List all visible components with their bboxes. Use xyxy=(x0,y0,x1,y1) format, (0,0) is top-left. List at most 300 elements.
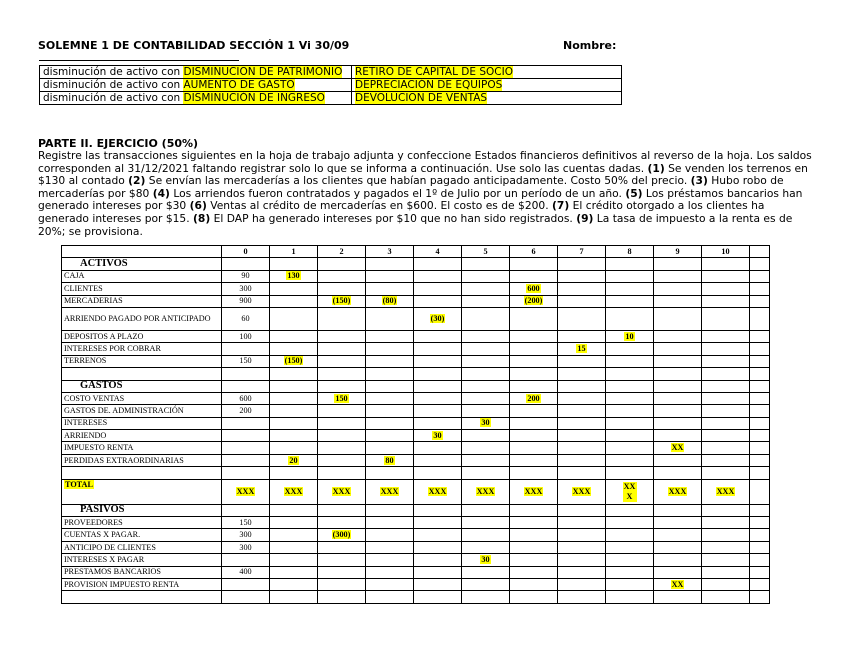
cell-col-9 xyxy=(654,380,702,392)
cell-col-5 xyxy=(462,392,510,404)
cell-col-0: 200 xyxy=(222,405,270,417)
cell-col-7 xyxy=(558,417,606,429)
cell-col-3 xyxy=(366,270,414,282)
cell-col-9 xyxy=(654,307,702,330)
definition-right xyxy=(352,79,622,92)
cell-col-6 xyxy=(510,355,558,367)
account-row xyxy=(62,392,770,404)
account-row xyxy=(62,454,770,466)
cell-col-10 xyxy=(702,368,750,380)
cell-col-5 xyxy=(462,307,510,330)
cell-col-7 xyxy=(558,258,606,270)
cell-col-8 xyxy=(606,368,654,380)
cell-col-3 xyxy=(366,442,414,454)
cell-extra xyxy=(750,479,770,504)
cell-col-10 xyxy=(702,566,750,578)
cell-col-3 xyxy=(366,330,414,342)
cell-col-3 xyxy=(366,417,414,429)
entry-mark: (300) xyxy=(332,530,351,540)
cell-col-5 xyxy=(462,504,510,516)
cell-col-7 xyxy=(558,343,606,355)
cell-extra xyxy=(750,392,770,404)
column-header-7: 7 xyxy=(558,246,606,258)
entry-mark: 30 xyxy=(481,418,490,428)
cell-col-5 xyxy=(462,578,510,590)
cell-col-2 xyxy=(318,258,366,270)
account-name: MERCADERIAS xyxy=(62,295,222,307)
account-row xyxy=(62,566,770,578)
account-row xyxy=(62,417,770,429)
definition-prefix: disminución de activo con xyxy=(43,79,184,91)
cell-col-1 xyxy=(270,368,318,380)
definition-answer: DEPRECIACIÓN DE EQUIPOS xyxy=(355,79,503,91)
account-row xyxy=(62,330,770,342)
cell-col-10 xyxy=(702,454,750,466)
account-name: ANTICIPO DE CLIENTES xyxy=(62,541,222,553)
cell-extra xyxy=(750,467,770,479)
cell-col-8 xyxy=(606,430,654,442)
cell-col-8 xyxy=(606,417,654,429)
cell-col-1 xyxy=(270,554,318,566)
section-title: PASIVOS xyxy=(62,504,222,516)
account-row xyxy=(62,355,770,367)
entry-mark: XXX xyxy=(668,486,687,496)
cell-extra xyxy=(750,454,770,466)
cell-col-3 xyxy=(366,517,414,529)
entry-mark: 30 xyxy=(481,554,490,564)
cell-col-1 xyxy=(270,430,318,442)
cell-col-10 xyxy=(702,430,750,442)
cell-col-6 xyxy=(510,467,558,479)
definition-row xyxy=(40,92,622,105)
instruction-text: Registre las transacciones siguientes en la hoja de trabajo adjunta y confeccione Estados financieros definitivos al reverso de la hoja. Los saldos corresponden al 31/12/2021 faltando registrar solo lo que se informa a continuación. Use solo las cuentas dadas. xyxy=(38,149,812,175)
account-name: COSTO VENTAS xyxy=(62,392,222,404)
cell-extra xyxy=(750,405,770,417)
cell-col-8 xyxy=(606,566,654,578)
cell-col-2 xyxy=(318,283,366,295)
cell-col-5 xyxy=(462,380,510,392)
cell-col-6 xyxy=(510,454,558,466)
entry-mark: (200) xyxy=(524,296,543,306)
cell-col-2 xyxy=(318,330,366,342)
cell-col-10 xyxy=(702,283,750,295)
cell-col-9 xyxy=(654,417,702,429)
cell-col-5 xyxy=(462,591,510,603)
cell-col-8 xyxy=(606,307,654,330)
transaction-number: (5) xyxy=(625,186,643,200)
cell-col-10 xyxy=(702,467,750,479)
cell-col-7 xyxy=(558,270,606,282)
cell-col-4 xyxy=(414,454,462,466)
cell-col-2 xyxy=(318,554,366,566)
column-header-6: 6 xyxy=(510,246,558,258)
cell-col-9 xyxy=(654,355,702,367)
column-header-10: 10 xyxy=(702,246,750,258)
cell-col-2 xyxy=(318,430,366,442)
cell-col-1 xyxy=(270,454,318,466)
cell-col-10 xyxy=(702,392,750,404)
cell-col-0: 900 xyxy=(222,295,270,307)
cell-col-1 xyxy=(270,591,318,603)
cell-col-8 xyxy=(606,442,654,454)
cell-col-1 xyxy=(270,479,318,504)
cell-col-9 xyxy=(654,578,702,590)
definition-prefix: disminución de activo con xyxy=(43,66,184,78)
cell-col-8 xyxy=(606,517,654,529)
cell-col-5 xyxy=(462,442,510,454)
cell-col-3 xyxy=(366,392,414,404)
cell-col-3 xyxy=(366,430,414,442)
cell-col-4 xyxy=(414,467,462,479)
instruction-text: Se venden los terrenos en $130 al contado xyxy=(38,161,808,188)
cell-col-8 xyxy=(606,541,654,553)
cell-col-2 xyxy=(318,454,366,466)
cell-col-8 xyxy=(606,467,654,479)
cell-col-6 xyxy=(510,479,558,504)
cell-col-3 xyxy=(366,295,414,307)
account-row xyxy=(62,430,770,442)
cell-col-5 xyxy=(462,330,510,342)
cell-extra xyxy=(750,368,770,380)
cell-extra xyxy=(750,504,770,516)
cell-col-2 xyxy=(318,566,366,578)
account-name: INTERESES POR COBRAR xyxy=(62,343,222,355)
entry-mark: 200 xyxy=(527,393,540,403)
account-row xyxy=(62,283,770,295)
cell-col-7 xyxy=(558,368,606,380)
definition-row xyxy=(40,66,622,79)
account-row xyxy=(62,295,770,307)
cell-col-2 xyxy=(318,405,366,417)
total-label: TOTAL xyxy=(65,479,93,489)
blank-row xyxy=(62,591,770,603)
transaction-number: (4) xyxy=(152,186,170,200)
cell-col-1 xyxy=(270,504,318,516)
section-row xyxy=(62,258,770,270)
entry-mark: 600 xyxy=(527,283,540,293)
account-row xyxy=(62,442,770,454)
cell-col-5 xyxy=(462,258,510,270)
cell-extra xyxy=(750,343,770,355)
entry-mark: XX xyxy=(671,579,684,589)
cell-col-6 xyxy=(510,392,558,404)
cell-col-8 xyxy=(606,529,654,541)
account-name: ARRIENDO xyxy=(62,430,222,442)
instruction-text: Ventas al crédito de mercaderías en $600. El costo es de $200. xyxy=(206,199,553,213)
cell-col-3 xyxy=(366,343,414,355)
cell-col-9 xyxy=(654,467,702,479)
cell-col-9 xyxy=(654,430,702,442)
cell-col-2 xyxy=(318,442,366,454)
cell-col-0 xyxy=(222,343,270,355)
cell-col-1 xyxy=(270,330,318,342)
cell-extra xyxy=(750,541,770,553)
cell-col-7 xyxy=(558,591,606,603)
cell-col-6 xyxy=(510,307,558,330)
cell-col-4 xyxy=(414,343,462,355)
cell-col-9 xyxy=(654,504,702,516)
cell-col-10 xyxy=(702,307,750,330)
name-label: Nombre: xyxy=(563,39,617,52)
cell-col-5 xyxy=(462,566,510,578)
account-name xyxy=(62,591,222,603)
cell-col-9 xyxy=(654,405,702,417)
cell-col-2 xyxy=(318,307,366,330)
account-name: CUENTAS X PAGAR. xyxy=(62,529,222,541)
cell-col-2 xyxy=(318,295,366,307)
cell-col-0: 600 xyxy=(222,392,270,404)
instruction-text: El DAP ha generado intereses por $10 que no han sido registrados. xyxy=(210,211,577,225)
cell-col-4 xyxy=(414,392,462,404)
worksheet-table xyxy=(61,245,770,604)
cell-extra xyxy=(750,430,770,442)
title-underline xyxy=(39,60,239,61)
cell-col-1 xyxy=(270,258,318,270)
entry-mark: 20 xyxy=(289,455,298,465)
cell-col-6 xyxy=(510,405,558,417)
cell-col-9 xyxy=(654,392,702,404)
cell-col-4 xyxy=(414,405,462,417)
cell-col-3 xyxy=(366,554,414,566)
entry-mark: 80 xyxy=(385,455,394,465)
cell-col-8 xyxy=(606,591,654,603)
cell-col-10 xyxy=(702,405,750,417)
cell-col-4 xyxy=(414,442,462,454)
entry-mark: XXX xyxy=(623,481,636,501)
column-header-2: 2 xyxy=(318,246,366,258)
exercise-instructions xyxy=(38,150,813,238)
cell-col-1 xyxy=(270,343,318,355)
cell-col-8 xyxy=(606,270,654,282)
cell-col-7 xyxy=(558,307,606,330)
account-name: CLIENTES xyxy=(62,283,222,295)
cell-extra xyxy=(750,283,770,295)
cell-col-4 xyxy=(414,566,462,578)
cell-col-3 xyxy=(366,380,414,392)
cell-col-7 xyxy=(558,529,606,541)
cell-col-4 xyxy=(414,368,462,380)
cell-col-4 xyxy=(414,380,462,392)
cell-col-8 xyxy=(606,355,654,367)
cell-col-10 xyxy=(702,479,750,504)
column-header-0: 0 xyxy=(222,246,270,258)
cell-col-5 xyxy=(462,529,510,541)
cell-col-1 xyxy=(270,541,318,553)
cell-col-6 xyxy=(510,578,558,590)
cell-col-7 xyxy=(558,295,606,307)
definition-right xyxy=(352,92,622,105)
cell-col-2 xyxy=(318,591,366,603)
cell-col-8 xyxy=(606,330,654,342)
worksheet-header-extra xyxy=(750,246,770,258)
instruction-text: Hubo robo de mercaderías por $80 xyxy=(38,174,784,200)
account-name xyxy=(62,368,222,380)
cell-col-2 xyxy=(318,343,366,355)
cell-col-1 xyxy=(270,307,318,330)
cell-col-1 xyxy=(270,405,318,417)
entry-mark: (150) xyxy=(284,356,303,366)
cell-col-6 xyxy=(510,258,558,270)
account-row xyxy=(62,405,770,417)
cell-col-6 xyxy=(510,283,558,295)
cell-col-7 xyxy=(558,517,606,529)
account-name: CAJA xyxy=(62,270,222,282)
cell-col-10 xyxy=(702,541,750,553)
cell-extra xyxy=(750,330,770,342)
cell-col-3 xyxy=(366,283,414,295)
cell-col-5 xyxy=(462,517,510,529)
account-name xyxy=(62,479,222,504)
cell-col-10 xyxy=(702,529,750,541)
cell-col-7 xyxy=(558,405,606,417)
cell-col-2 xyxy=(318,517,366,529)
cell-col-7 xyxy=(558,467,606,479)
cell-col-6 xyxy=(510,295,558,307)
cell-col-0: 300 xyxy=(222,541,270,553)
cell-col-5 xyxy=(462,270,510,282)
cell-col-4 xyxy=(414,295,462,307)
entry-mark: XXX xyxy=(716,486,735,496)
definition-prefix: disminución de activo con xyxy=(43,92,184,104)
cell-extra xyxy=(750,578,770,590)
exam-title: SOLEMNE 1 DE CONTABILIDAD SECCIÓN 1 Vi 30/09 xyxy=(38,39,350,52)
cell-col-0: 60 xyxy=(222,307,270,330)
cell-col-2 xyxy=(318,355,366,367)
cell-col-10 xyxy=(702,258,750,270)
account-name: PROVISION IMPUESTO RENTA xyxy=(62,578,222,590)
cell-col-7 xyxy=(558,442,606,454)
part-title: PARTE II. EJERCICIO (50%) xyxy=(38,137,199,150)
cell-col-9 xyxy=(654,270,702,282)
cell-col-5 xyxy=(462,541,510,553)
transaction-number: (8) xyxy=(193,211,211,225)
cell-col-9 xyxy=(654,529,702,541)
entry-mark: (30) xyxy=(430,313,445,323)
cell-col-5 xyxy=(462,355,510,367)
cell-col-5 xyxy=(462,405,510,417)
entry-mark: XXX xyxy=(572,486,591,496)
account-name: ARRIENDO PAGADO POR ANTICIPADO xyxy=(62,307,222,330)
cell-col-9 xyxy=(654,566,702,578)
cell-col-9 xyxy=(654,554,702,566)
entry-mark: XXX xyxy=(524,486,543,496)
cell-col-3 xyxy=(366,467,414,479)
cell-col-0: 400 xyxy=(222,566,270,578)
cell-col-10 xyxy=(702,578,750,590)
cell-col-3 xyxy=(366,591,414,603)
entry-mark: 15 xyxy=(577,344,586,354)
cell-col-0: 300 xyxy=(222,283,270,295)
cell-col-8 xyxy=(606,554,654,566)
column-header-5: 5 xyxy=(462,246,510,258)
cell-col-4 xyxy=(414,417,462,429)
cell-col-7 xyxy=(558,554,606,566)
cell-col-2 xyxy=(318,417,366,429)
cell-col-4 xyxy=(414,591,462,603)
cell-col-4 xyxy=(414,504,462,516)
cell-extra xyxy=(750,417,770,429)
definitions-table xyxy=(39,65,622,105)
cell-col-8 xyxy=(606,405,654,417)
cell-col-4 xyxy=(414,541,462,553)
cell-col-4 xyxy=(414,430,462,442)
account-name: IMPUESTO RENTA xyxy=(62,442,222,454)
blank-row xyxy=(62,467,770,479)
blank-row xyxy=(62,368,770,380)
worksheet-header-row xyxy=(62,246,770,258)
cell-col-9 xyxy=(654,541,702,553)
cell-col-0 xyxy=(222,380,270,392)
cell-col-0: 90 xyxy=(222,270,270,282)
cell-col-0 xyxy=(222,417,270,429)
entry-mark: XXX xyxy=(428,486,447,496)
cell-col-10 xyxy=(702,355,750,367)
column-header-8: 8 xyxy=(606,246,654,258)
cell-col-1 xyxy=(270,295,318,307)
cell-col-8 xyxy=(606,454,654,466)
cell-col-6 xyxy=(510,541,558,553)
cell-col-4 xyxy=(414,517,462,529)
cell-col-3 xyxy=(366,578,414,590)
cell-col-9 xyxy=(654,283,702,295)
cell-col-3 xyxy=(366,405,414,417)
cell-col-6 xyxy=(510,504,558,516)
cell-col-3 xyxy=(366,504,414,516)
transaction-number: (3) xyxy=(690,174,708,188)
cell-col-7 xyxy=(558,566,606,578)
total-row xyxy=(62,479,770,504)
cell-col-5 xyxy=(462,430,510,442)
cell-col-4 xyxy=(414,529,462,541)
account-name: PROVEEDORES xyxy=(62,517,222,529)
account-row xyxy=(62,517,770,529)
cell-col-4 xyxy=(414,355,462,367)
cell-extra xyxy=(750,380,770,392)
cell-col-10 xyxy=(702,442,750,454)
cell-extra xyxy=(750,442,770,454)
cell-col-6 xyxy=(510,430,558,442)
entry-mark: XXX xyxy=(476,486,495,496)
cell-col-8 xyxy=(606,380,654,392)
cell-col-6 xyxy=(510,330,558,342)
cell-col-1 xyxy=(270,355,318,367)
cell-col-1 xyxy=(270,270,318,282)
definition-left xyxy=(40,66,352,79)
cell-col-5 xyxy=(462,368,510,380)
cell-col-3 xyxy=(366,529,414,541)
cell-col-8 xyxy=(606,578,654,590)
cell-col-10 xyxy=(702,330,750,342)
cell-col-1 xyxy=(270,442,318,454)
cell-col-0 xyxy=(222,454,270,466)
cell-extra xyxy=(750,517,770,529)
entry-mark: XXX xyxy=(380,486,399,496)
cell-col-2 xyxy=(318,368,366,380)
cell-col-7 xyxy=(558,541,606,553)
cell-col-9 xyxy=(654,517,702,529)
cell-col-0 xyxy=(222,430,270,442)
account-name: PRESTAMOS BANCARIOS xyxy=(62,566,222,578)
instruction-text: Se envían las mercaderías a los clientes que habían pagado anticipadamente. Costo 50% del precio. xyxy=(145,174,691,188)
cell-col-0 xyxy=(222,554,270,566)
section-title: ACTIVOS xyxy=(62,258,222,270)
cell-col-4 xyxy=(414,554,462,566)
cell-col-0: 300 xyxy=(222,529,270,541)
account-row xyxy=(62,307,770,330)
cell-col-7 xyxy=(558,479,606,504)
cell-col-2 xyxy=(318,392,366,404)
cell-extra xyxy=(750,529,770,541)
